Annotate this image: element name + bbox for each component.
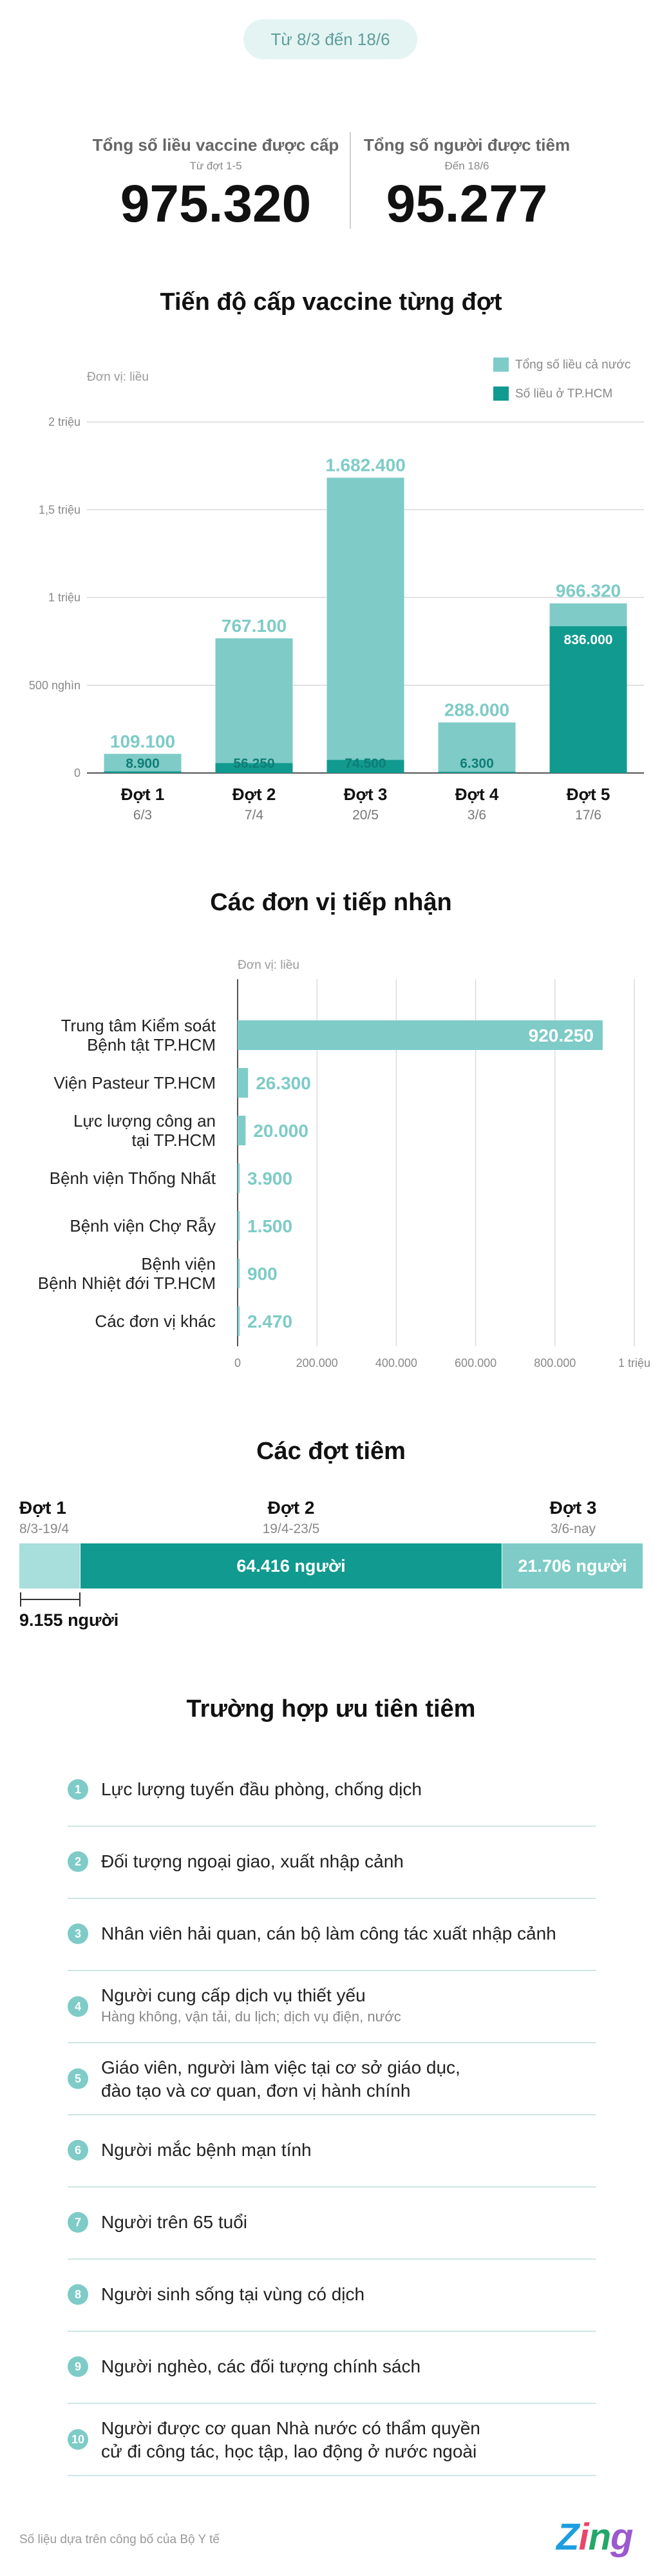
legend-swatch-national [493,358,509,372]
priority-subtext: Hàng không, vận tải, du lịch; dịch vụ điện, nước [101,2008,401,2025]
round2-name: Đợt 2 [267,1498,315,1518]
priority-item [68,1827,596,1899]
chart1-ytick-label: 0 [73,767,80,779]
priority-text: Lực lượng tuyến đầu phòng, chống dịch [101,1779,422,1799]
bar-national-label: 767.100 [221,615,287,636]
priority-text: Đối tượng ngoại giao, xuất nhập cảnh [101,1851,404,1871]
legend-swatch-hcm [493,386,509,401]
priority-text-line2: đào tạo và cơ quan, đơn vị hành chính [101,2081,411,2101]
priority-number: 3 [68,1923,88,1944]
priority-number: 6 [68,2140,88,2161]
round2-date: 19/4-23/5 [262,1522,320,1536]
priority-item [68,2260,596,2332]
legend-label-hcm: Số liều ở TP.HCM [515,387,613,401]
chart2-title: Các đơn vị tiếp nhận [210,889,452,916]
priority-item [68,2404,596,2476]
round2-value: 64.416 người [236,1556,346,1576]
zing-logo: Zing [556,2516,633,2558]
priority-number: 8 [68,2284,88,2305]
total-doses-sub: Từ đợt 1-5 [189,160,242,172]
recipient-bar [238,1068,248,1098]
chart1-ytick-label: 500 nghìn [28,678,80,692]
bar-national-label: 288.000 [444,700,510,720]
priority-item [68,1755,596,1827]
priority-item [68,2115,596,2188]
recipient-name: tại TP.HCM [131,1131,216,1150]
stats-divider [350,132,351,229]
priority-number: 1 [68,1779,88,1800]
chart1-title: Tiến độ cấp vaccine từng đợt [160,289,502,316]
priority-text: Người được cơ quan Nhà nước có thẩm quyền [101,2418,480,2438]
bar-national-label: 966.320 [555,580,621,601]
priority-number: 9 [68,2356,88,2377]
chart1-category-date: 7/4 [244,808,264,823]
priority-text: Người sinh sống tại vùng có dịch [101,2284,365,2304]
recipient-bar-label: 900 [247,1264,278,1284]
priority-item [68,2332,596,2404]
bar-national [216,638,293,773]
round1-name: Đợt 1 [19,1498,66,1518]
recipient-bar [238,1163,240,1193]
recipient-bar-label: 20.000 [253,1121,308,1141]
chart1-category-date: 17/6 [575,808,601,823]
recipient-bar-label: 1.500 [247,1216,293,1236]
priority-text: Người nghèo, các đối tượng chính sách [101,2356,421,2376]
recipient-name: Các đơn vị khác [95,1312,216,1331]
recipient-name: Bệnh Nhiệt đới TP.HCM [37,1274,216,1293]
bar-hcm [439,772,516,773]
recipient-units-chart [0,973,662,1385]
priority-item [68,1971,596,2043]
round1-bar [19,1543,80,1589]
recipient-name: Bệnh viện [141,1254,216,1274]
priority-text: Giáo viên, người làm việc tại cơ sở giáo dục, [101,2057,460,2077]
bar-hcm-label: 836.000 [563,633,613,648]
priority-number: 4 [68,1996,88,2017]
priority-item [68,2188,596,2260]
round3-name: Đợt 3 [549,1498,597,1518]
priority-item [68,2043,596,2115]
chart1-category-label: Đợt 4 [455,785,499,804]
chart1-category-label: Đợt 5 [566,785,610,804]
total-doses-value: 975.320 [120,175,312,233]
round1-date: 8/3-19/4 [19,1522,70,1536]
vaccine-rounds-chart [0,399,662,825]
recipient-bar [238,1259,240,1288]
round2-bar [80,1543,502,1589]
priority-text: Người trên 65 tuổi [101,2212,247,2232]
chart2-xtick-label: 600.000 [455,1357,497,1369]
round3-bar [502,1543,643,1589]
bar-hcm-label: 56.250 [233,756,275,771]
bar-hcm [550,626,627,773]
bar-national-label: 1.682.400 [325,455,406,475]
recipient-bar-label: 920.250 [528,1026,594,1045]
date-range-pill: Từ 8/3 đến 18/6 [243,19,417,59]
total-doses-title: Tổng số liều vaccine được cấp [92,135,339,155]
priority-item [68,1899,596,1971]
priority-text: Nhân viên hải quan, cán bộ làm công tác xuất nhập cảnh [101,1923,556,1943]
chart2-xtick-label: 0 [234,1357,241,1369]
bar-hcm-label: 74.500 [345,756,386,771]
priority-number: 2 [68,1851,88,1872]
chart2-xtick-label: 800.000 [534,1357,576,1369]
bar-national-label: 109.100 [109,731,176,752]
chart1-category-date: 20/5 [352,808,379,823]
chart2-unit-label: Đơn vị: liều [238,959,299,972]
round3-date: 3/6-nay [550,1522,596,1536]
bar-hcm [104,772,182,773]
chart1-ytick-label: 1 triệu [48,591,80,604]
recipient-bar [238,1211,240,1241]
priority-text-line2: cử đi công tác, học tập, lao động ở nước ngoài [101,2441,477,2461]
recipient-name: Lực lượng công an [73,1111,216,1131]
priority-text: Người mắc bệnh mạn tính [101,2140,312,2160]
chart2-xtick-label: 400.000 [375,1357,417,1369]
round3-value: 21.706 người [518,1556,627,1576]
recipient-name: Bệnh viện Thống Nhất [49,1169,216,1188]
chart1-category-label: Đợt 2 [232,785,276,804]
round1-value: 9.155 người [19,1610,119,1630]
legend-label-national: Tổng số liều cả nước [515,358,631,372]
bar-hcm-label: 6.300 [460,756,494,771]
chart2-xtick-label: 200.000 [296,1357,338,1369]
priority-number: 7 [68,2212,88,2233]
priority-title: Trường hợp ưu tiên tiêm [186,1695,476,1722]
priority-number: 10 [68,2429,88,2450]
source-note: Số liệu dựa trên công bố của Bộ Y tế [19,2533,220,2546]
chart1-category-date: 3/6 [467,808,487,823]
chart1-category-label: Đợt 3 [343,785,388,804]
total-people-title: Tổng số người được tiêm [363,135,571,155]
recipient-name: Bệnh tật TP.HCM [87,1035,216,1054]
chart1-unit-label: Đơn vị: liều [87,370,149,384]
chart1-ytick-label: 1,5 triệu [38,503,80,517]
round1-bracket [18,1591,82,1610]
chart1-ytick-label: 2 triệu [48,415,80,428]
recipient-bar-label: 26.300 [256,1073,311,1093]
total-people-sub: Đến 18/6 [444,160,489,172]
recipient-bar-label: 2.470 [247,1312,293,1331]
recipient-bar-label: 3.900 [247,1169,293,1188]
recipient-bar [238,1306,240,1336]
bar-national [327,478,404,773]
chart1-category-date: 6/3 [133,808,153,823]
rounds-title: Các đợt tiêm [256,1438,406,1465]
recipient-name: Trung tâm Kiểm soát [61,1016,216,1035]
chart1-category-label: Đợt 1 [120,785,165,804]
total-people-value: 95.277 [386,175,548,233]
bar-hcm-label: 8.900 [126,756,160,771]
chart2-xtick-label: 1 triệu [618,1357,651,1369]
recipient-name: Viện Pasteur TP.HCM [53,1073,216,1092]
priority-text: Người cung cấp dịch vụ thiết yếu [101,1985,366,2005]
recipient-bar [238,1116,245,1145]
recipient-name: Bệnh viện Chợ Rẫy [70,1216,216,1236]
priority-number: 5 [68,2068,88,2089]
